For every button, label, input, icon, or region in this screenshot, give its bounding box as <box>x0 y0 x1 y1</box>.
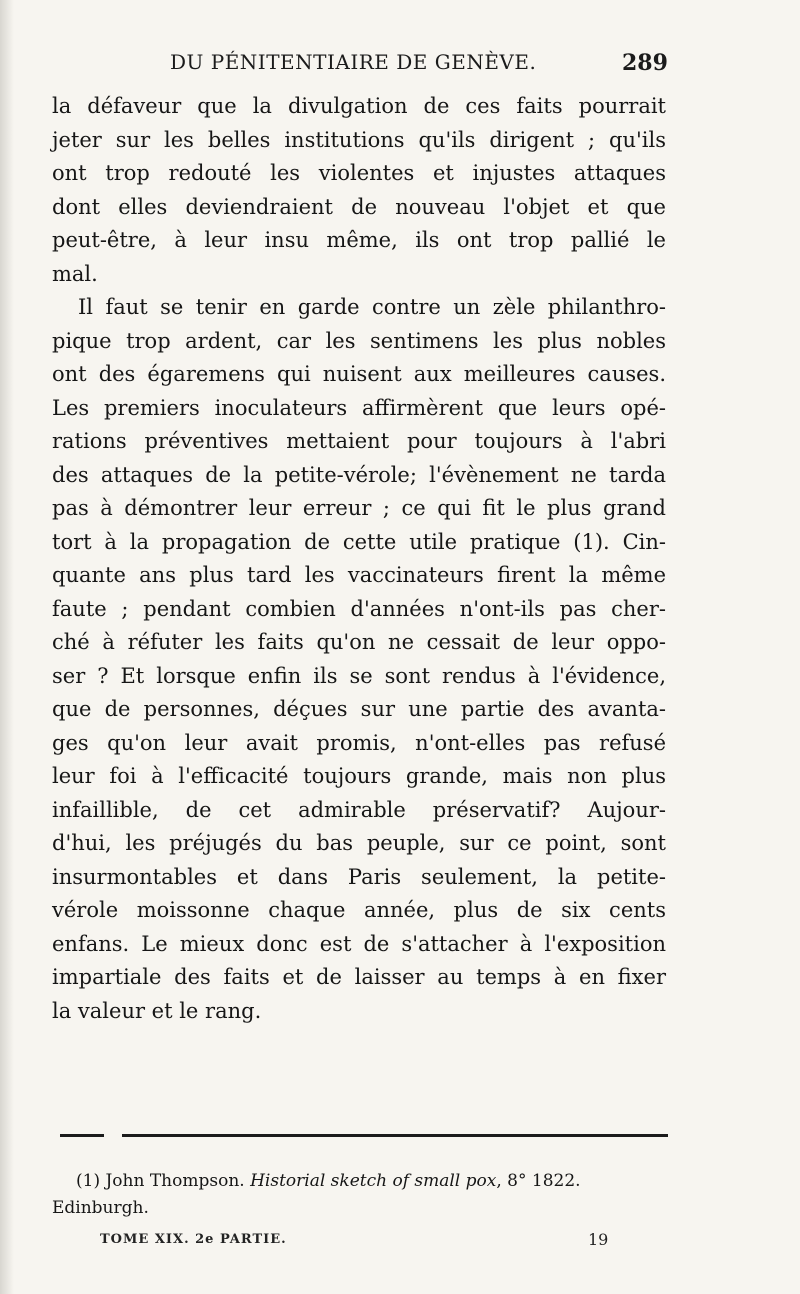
text-line: infaillible, de cet admirable préservatif? Aujour- <box>52 797 666 822</box>
text-line: ont des égaremens qui nuisent aux meilleures causes. <box>52 362 666 386</box>
text-line: enfans. Le mieux donc est de s'attacher à l'exposition <box>52 931 666 956</box>
text-line: ser ? Et lorsque enfin ils se sont rendus à l'évidence, <box>52 663 666 688</box>
text-line: peut-être, à leur insu même, ils ont trop pallié le <box>52 228 666 252</box>
footnote-rule-long <box>122 1134 668 1137</box>
text-line: rations préventives mettaient pour toujours à l'abri <box>52 429 666 453</box>
text-line: ché à réfuter les faits qu'on ne cessait de leur oppo- <box>52 630 666 654</box>
text-line: jeter sur les belles institutions qu'ils dirigent ; qu'ils <box>52 127 666 152</box>
printer-signature <box>100 1232 620 1252</box>
footnote <box>52 1168 668 1222</box>
footnote-details: , 8° 1822. <box>496 1171 581 1191</box>
text-line: ont trop redouté les violentes et injustes attaques <box>52 161 666 185</box>
text-line: dont elles deviendraient de nouveau l'objet et que <box>52 194 666 219</box>
footnote-line: Edinburgh. <box>52 1198 149 1218</box>
footnote-title: Historial sketch of small pox <box>250 1171 497 1191</box>
text-line: pas à démontrer leur erreur ; ce qui fit le plus grand <box>52 496 666 520</box>
text-line: ges qu'on leur avait promis, n'ont-elles pas refusé <box>52 730 666 755</box>
text-line: Il faut se tenir en garde contre un zèle philanthro- <box>78 295 666 319</box>
running-head <box>50 46 670 76</box>
text-line: d'hui, les préjugés du bas peuple, sur ce point, sont <box>52 831 666 855</box>
text-line: impartiale des faits et de laisser au temps à en fixer <box>52 965 666 989</box>
page-edge-shadow <box>0 0 14 1294</box>
text-line: mal. <box>52 261 98 286</box>
text-line: des attaques de la petite-vérole; l'évènement ne tarda <box>52 462 666 487</box>
running-title: DU PÉNITENTIAIRE DE GENÈVE. <box>170 50 537 74</box>
text-line: la défaveur que la divulgation de ces faits pourrait <box>52 94 666 118</box>
text-line: Les premiers inoculateurs affirmèrent que leurs opé- <box>52 395 666 420</box>
text-line: la valeur et le rang. <box>52 998 262 1023</box>
text-line: pique trop ardent, car les sentimens les plus nobles <box>52 328 666 353</box>
footnote-author: (1) John Thompson. <box>76 1171 245 1191</box>
page-number: 289 <box>622 50 668 76</box>
footnote-rule-short <box>60 1134 104 1137</box>
text-line: que de personnes, déçues sur une partie des avanta- <box>52 697 666 721</box>
footnote-line <box>52 1168 668 1195</box>
text-line: tort à la propagation de cette utile pratique (1). Cin- <box>52 529 666 554</box>
text-line: faute ; pendant combien d'années n'ont-ils pas cher- <box>52 596 666 621</box>
text-line: vérole moissonne chaque année, plus de six cents <box>52 898 666 922</box>
signature-volume: TOME XIX. 2e PARTIE. <box>100 1232 287 1247</box>
body-text <box>52 90 666 1028</box>
text-line: quante ans plus tard les vaccinateurs firent la même <box>52 563 666 587</box>
text-line: leur foi à l'efficacité toujours grande, mais non plus <box>52 764 666 788</box>
signature-number: 19 <box>588 1230 609 1249</box>
text-line: insurmontables et dans Paris seulement, la petite- <box>52 864 666 889</box>
